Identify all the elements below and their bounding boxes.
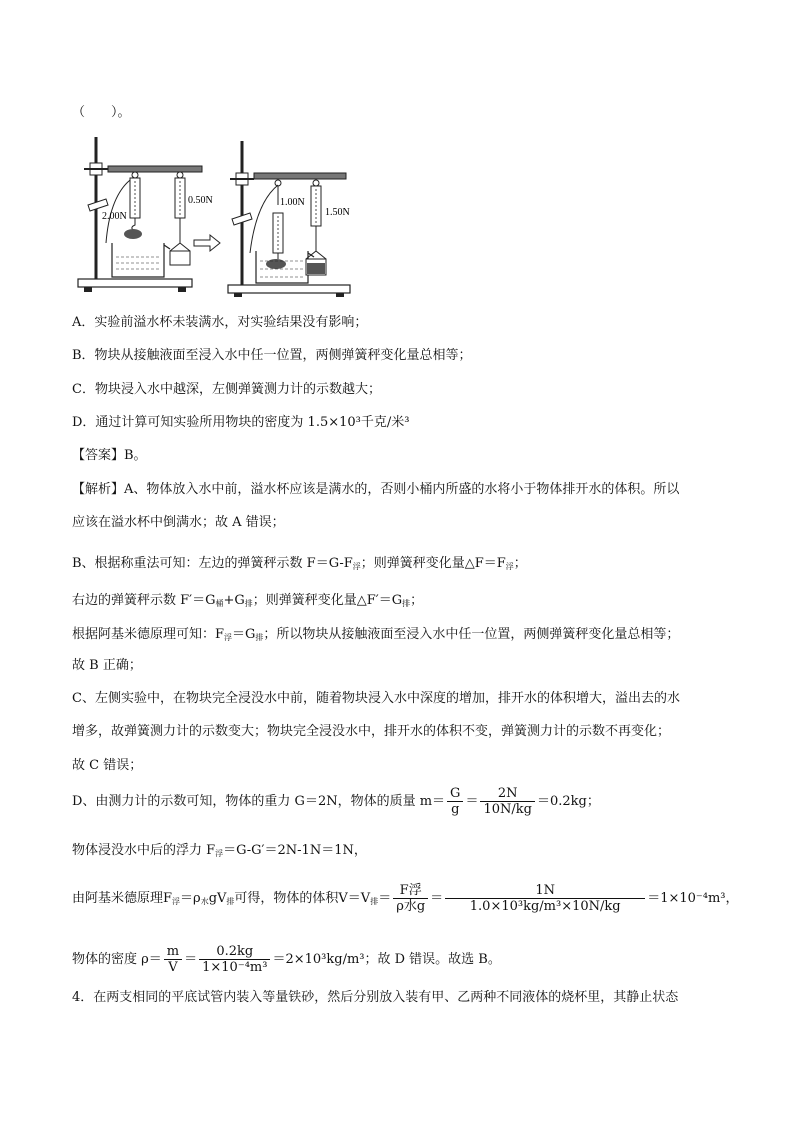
- left-apparatus: [78, 137, 213, 292]
- next-question: 4．在两支相同的平底试管内装入等量铁砂，然后分别放入装有甲、乙两种不同液体的烧杯里，其静止状态: [72, 990, 679, 1005]
- option-b: B．物块从接触液面至浸入水中任一位置，两侧弹簧秤变化量总相等；: [72, 348, 472, 363]
- right-reading-b: 1.50N: [325, 207, 350, 218]
- analysis-c-line3: 故 C 错误；: [72, 758, 143, 773]
- analysis-a-line2: 应该在溢水杯中倒满水；故 A 错误；: [72, 515, 285, 530]
- option-d: D．通过计算可知实验所用物块的密度为 1.5×10³千克/米³: [72, 415, 410, 430]
- analysis-c-line2: 增多，故弹簧测力计的示数变大；物块完全浸没水中，排开水的体积不变，弹簧测力计的示数不再变化；: [72, 724, 671, 739]
- analysis-b-line4: 故 B 正确；: [72, 658, 142, 673]
- arrow-icon: [194, 235, 220, 251]
- analysis-d-line1: D、由测力计的示数可知，物体的重力 G＝2N，物体的质量 m＝ $\frac{G}{g}$ ＝ $\frac{2N}{10N/kg}$ ＝0.2kg；: [72, 786, 600, 817]
- question-stem-tail: （ ）。: [72, 105, 131, 120]
- fraction-1n-over-density: $\frac{1N}{\text{1.0×10³kg/m³×10N/kg}}$: [445, 883, 645, 914]
- analysis-c-line1: C、左侧实验中，在物块完全浸没水中前，随着物块浸入水中深度的增加，排开水的体积增大，溢出去的水: [72, 691, 680, 706]
- left-reading-b: 0.50N: [188, 195, 213, 206]
- fraction-f-over-rho-g: $\frac{\text{F浮}}{\text{ρ水g}}$: [393, 883, 428, 914]
- analysis-a-line1: 【解析】A、物体放入水中前，溢水杯应该是满水的，否则小桶内所盛的水将小于物体排开水的体积。所以: [72, 482, 680, 497]
- right-reading-a: 1.00N: [280, 197, 305, 208]
- analysis-d-line4: 物体的密度 ρ＝ $\frac{m}{V}$ ＝ $\frac{0.2kg}{\text{1×10⁻⁴m³}}$ ＝2×10³kg/m³；故 D 错误。故选 B。: [72, 944, 501, 975]
- answer: 【答案】B。: [72, 448, 147, 463]
- option-a: A．实验前溢水杯未装满水，对实验结果没有影响；: [72, 315, 368, 330]
- fraction-g-over-g: $\frac{G}{g}$: [447, 786, 463, 817]
- analysis-b-line1: B、根据称重法可知：左边的弹簧秤示数 $F=G-F_浮$；则弹簧秤变化量$\triangle F=F_浮$；: [72, 556, 527, 571]
- fraction-2n-over-10n: $\frac{2N}{10N/kg}$: [480, 786, 535, 817]
- analysis-b-line2: 右边的弹簧秤示数 $F'=G_桶+G_排$；则弹簧秤变化量$\triangle F'=G_排$；: [72, 593, 424, 608]
- left-reading-a: 2.00N: [102, 211, 127, 222]
- analysis-d-line3: 由阿基米德原理$F_浮=\rho_水gV_排$可得，物体的体积$V=V_排=$ $\frac{\text{F浮}}{\text{ρ水g}}$ ＝ $\frac{1N}{\text{1.0×10³kg/m³×10N/kg}}$ ＝1×10⁻⁴m³，: [72, 883, 739, 914]
- option-c: C．物块浸入水中越深，左侧弹簧测力计的示数越大；: [72, 382, 381, 397]
- right-apparatus: [228, 141, 350, 297]
- experiment-figure: [70, 133, 360, 298]
- analysis-b-line3: 根据阿基米德原理可知：$F_浮=G_排$；所以物块从接触液面至浸入水中任一位置，两侧弹簧秤变化量总相等；: [72, 627, 680, 642]
- fraction-mass-over-volume: $\frac{0.2kg}{\text{1×10⁻⁴m³}}$: [199, 944, 270, 975]
- fraction-m-over-v: $\frac{m}{V}$: [164, 944, 182, 975]
- analysis-d-line2: 物体浸没水中后的浮力 $F_浮=G-G'=2N-1N=1N$，: [72, 843, 367, 858]
